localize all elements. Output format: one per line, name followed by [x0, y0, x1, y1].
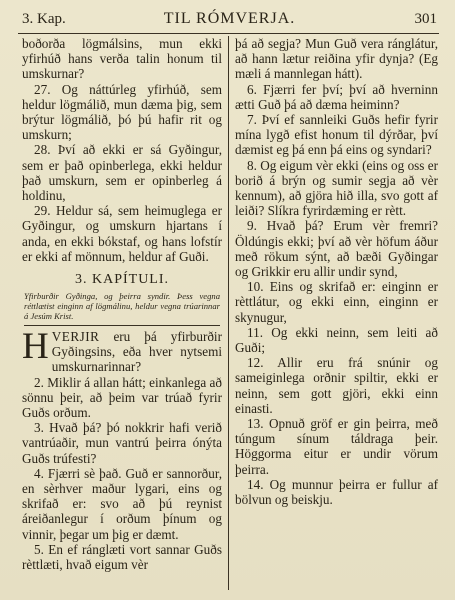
first-verse	[22, 326, 222, 375]
verse-paragraph: 11. Og ekki neinn, sem leiti að Guði;	[235, 324, 438, 356]
verse-paragraph: 4. Fjærri sè það. Guð er sannorður, en sèrhver maður lygari, eins og skrifað er: svo að þú reynist áreiðanlegur í orðum þínum og vinnir, þegar um þig er dæmt.	[22, 465, 222, 542]
first-verse-lead: VERJIR	[51, 329, 100, 345]
text-columns	[0, 36, 455, 600]
verse-paragraph: boðorða lögmálsins, mun ekki yfirhúð hans verða talin honum til umskurnar?	[22, 36, 222, 82]
chapter-heading: 3. KAPÍTULI.	[74, 272, 170, 288]
verse-paragraph: 29. Heldur sá, sem heimuglega er Gyðingur, og umskurn hjartans í anda, en ekki bókstaf, og hans lofstír er ekki af mönnum, heldur af Guði.	[22, 203, 222, 264]
header-rule	[18, 33, 439, 34]
page-number: 301	[414, 11, 437, 27]
verse-paragraph: 13. Opnuð gröf er gin þeirra, með túngum sínum táldraga þeir. Höggorma eitur er undir vörum þeirra.	[235, 416, 438, 477]
verse-paragraph: 7. Því ef sannleiki Guðs hefir fyrir mína lygð efist honum til dýrðar, því dæmist eg þá enn þá eins og syndari?	[235, 112, 438, 158]
first-verse-text: eru þá yfirburðir Gyðingsins, eða hver nytsemi umskurnarinnar?	[51, 329, 222, 375]
verse-paragraph: 10. Eins og skrifað er: einginn er rèttlátur, og ekki einn, einginn er skynugur,	[235, 279, 438, 325]
left-column	[22, 36, 222, 572]
verse-paragraph: 9. Hvað þá? Erum vèr fremri? Öldúngis ekki; því að vèr höfum áður með rökum sýnt, að bæði Gyðingar og Grikkir eru allir undir synd,	[235, 218, 438, 280]
chapter-label: 3. Kap.	[22, 11, 66, 27]
column-divider	[228, 36, 229, 590]
chapter-summary: Yfirburðir Gyðinga, og þeirra syndir. Þess vegna réttlætist einginn af lögmálinu, heldur vegna trúarinnar á Jesúm Krist.	[24, 291, 220, 322]
right-column	[235, 36, 438, 507]
verse-paragraph: 3. Hvað þá? þó nokkrir hafi verið vantrúaðir, mun vantrú þeirra ónýta Guðs trúfesti?	[22, 420, 222, 466]
summary-rule	[24, 325, 220, 326]
verse-paragraph: 5. En ef ránglæti vort sannar Guðs rèttlæti, hvað eigum vèr	[22, 541, 222, 573]
verse-paragraph: 6. Fjærri fer því; því að hverninn ætti Guð þá að dæma heiminn?	[235, 81, 438, 112]
verse-paragraph: 27. Og náttúrleg yfirhúð, sem heldur lögmálið, mun dæma þig, sem brýtur lögmálið, þó þú hafir rit og umskurn;	[22, 81, 222, 143]
verse-paragraph: 28. Því að ekki er sá Gyðingur, sem er það opinberlega, ekki heldur það umskurn, sem er opinberleg á holdinu,	[22, 142, 222, 204]
verse-paragraph: 2. Miklir á allan hátt; einkanlega að sönnu þeir, að þeim var trúað fyrir Guðs orðum.	[22, 374, 222, 421]
verse-paragraph: 12. Allir eru frá snúnir og sameiginlega orðnir spiltir, ekki er neinn, sem gott gjöri, ekki einn einasti.	[235, 355, 438, 416]
verse-paragraph: þá að segja? Mun Guð vera ránglátur, að hann lætur reiðina yfir dynja? (Eg mæli á mannlegan hátt).	[235, 36, 438, 82]
verse-paragraph: 14. Og munnur þeirra er fullur af bölvun og beiskju.	[235, 476, 438, 508]
running-header	[22, 9, 437, 33]
verse-paragraph: 8. Og eigum vèr ekki (eins og oss er borið á brýn og sumir segja að vèr kennum), að gjöra hið illa, svo gott af leiði? Slíkra fyrirdæming er rètt.	[235, 157, 438, 219]
drop-cap: H	[22, 326, 49, 368]
book-title: TIL RÓMVERJA.	[163, 10, 296, 27]
